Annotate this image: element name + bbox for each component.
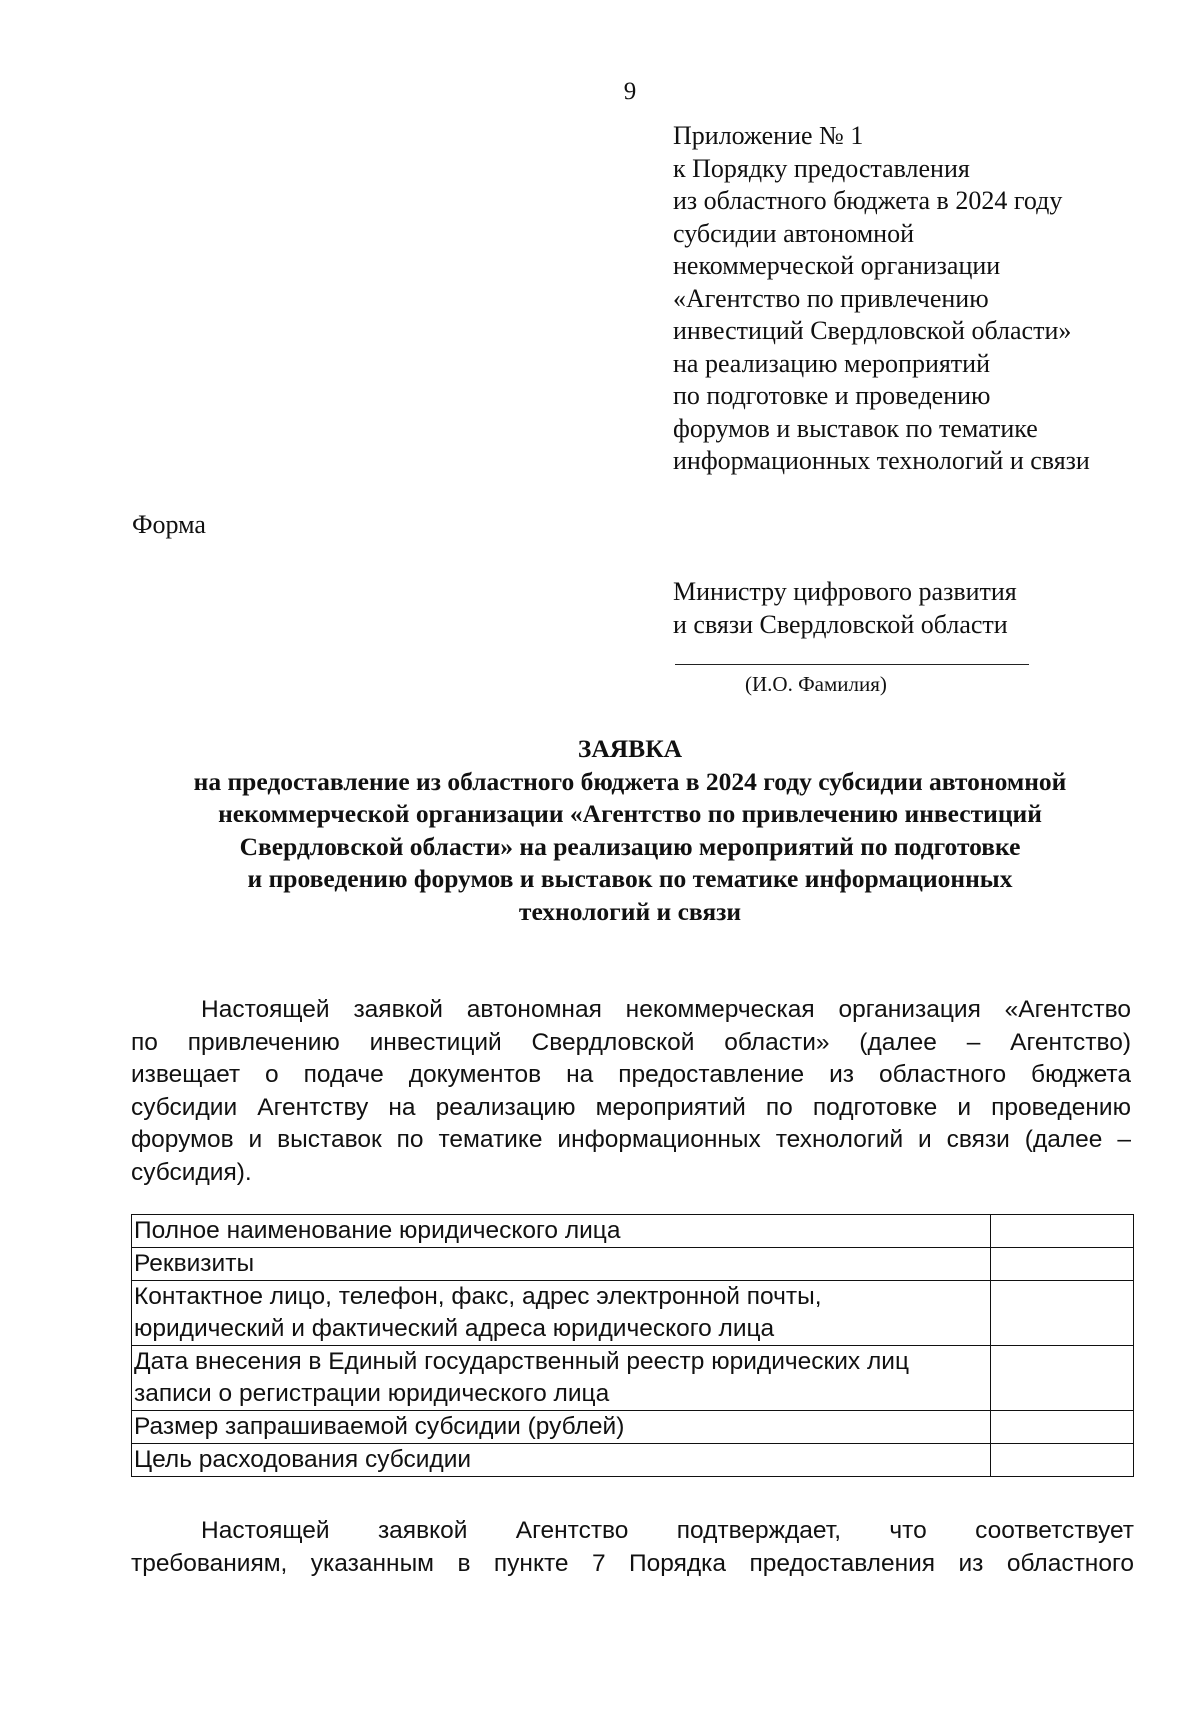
application-table: [131, 1214, 1134, 1477]
table-row: [132, 1248, 1134, 1281]
table-row: [132, 1281, 1134, 1346]
outro-line: Настоящей заявкой Агентство подтверждает, что соответствует: [201, 1517, 1134, 1544]
appendix-line: на реализацию мероприятий: [673, 348, 991, 378]
table-label-cell: [132, 1444, 991, 1477]
appendix-line: Приложение № 1: [673, 121, 864, 150]
appendix-line: «Агентство по привлечению: [673, 283, 989, 313]
table-label-cell: [132, 1411, 991, 1444]
page-number: 9: [623, 78, 637, 105]
appendix-line: информационных технологий и связи: [673, 446, 1090, 475]
addressee-line: и связи Свердловской области: [673, 610, 1008, 639]
signature-caption: (И.О. Фамилия): [745, 672, 887, 696]
title-heading: ЗАЯВКА: [577, 734, 683, 763]
title-line: и проведению форумов и выставок по тематике информационных: [247, 864, 1013, 893]
cell-text: Размер запрашиваемой субсидии (рублей): [134, 1413, 625, 1440]
table-value-cell: [991, 1281, 1134, 1346]
intro-line: субсидия).: [131, 1158, 252, 1186]
cell-text: записи о регистрации юридического лица: [134, 1380, 610, 1407]
table-value-cell: [991, 1411, 1134, 1444]
cell-text: Контактное лицо, телефон, факс, адрес электронной почты,: [134, 1283, 822, 1310]
table-row: [132, 1346, 1134, 1411]
table-label-cell: [132, 1281, 991, 1346]
title-line: технологий и связи: [518, 896, 742, 926]
table-value-cell: [991, 1444, 1134, 1477]
cell-text: юридический и фактический адреса юридического лица: [134, 1315, 775, 1342]
intro-line: субсидии Агентству на реализацию мероприятий по подготовке и проведению: [131, 1093, 1131, 1121]
intro-paragraph: [131, 994, 1131, 1189]
appendix-line: к Порядку предоставления: [673, 153, 970, 183]
table-row: [132, 1215, 1134, 1248]
appendix-line: субсидии автономной: [673, 218, 914, 248]
table-label-cell: [132, 1248, 991, 1281]
table-row: [132, 1444, 1134, 1477]
appendix-line: форумов и выставок по тематике: [673, 413, 1038, 443]
intro-line: по привлечению инвестиций Свердловской области» (далее – Агентство): [131, 1028, 1131, 1056]
signature-line: [675, 664, 1029, 665]
appendix-line: некоммерческой организации: [673, 251, 1001, 280]
intro-line: форумов и выставок по тематике информационных технологий и связи (далее –: [131, 1126, 1131, 1153]
table-value-cell: [991, 1346, 1134, 1411]
intro-line: Настоящей заявкой автономная некоммерческая организация «Агентство: [201, 996, 1131, 1023]
table-value-cell: [991, 1215, 1134, 1248]
cell-text: Полное наименование юридического лица: [134, 1217, 621, 1244]
outro-line: требованиям, указанным в пункте 7 Порядка предоставления из областного: [131, 1549, 1134, 1577]
table-label-cell: [132, 1215, 991, 1248]
table-row: [132, 1411, 1134, 1444]
cell-text: Цель расходования субсидии: [134, 1446, 472, 1473]
title-line: на предоставление из областного бюджета в 2024 году субсидии автономной: [193, 766, 1067, 796]
title-line: некоммерческой организации «Агентство по привлечению инвестиций: [218, 799, 1042, 828]
appendix-line: по подготовке и проведению: [673, 381, 991, 410]
cell-text: Реквизиты: [134, 1250, 255, 1277]
addressee-line: Министру цифрового развития: [673, 577, 1017, 606]
document-title: [120, 733, 1140, 928]
cell-text: Дата внесения в Единый государственный реестр юридических лиц: [134, 1348, 909, 1375]
title-line: Свердловской области» на реализацию мероприятий по подготовке: [239, 831, 1021, 861]
table-value-cell: [991, 1248, 1134, 1281]
form-label: Форма: [132, 510, 206, 539]
appendix-header: [673, 120, 1173, 478]
confirmation-paragraph: [131, 1515, 1134, 1580]
appendix-line: инвестиций Свердловской области»: [673, 316, 1072, 345]
table-label-cell: [132, 1346, 991, 1411]
intro-line: извещает о подаче документов на предоставление из областного бюджета: [131, 1061, 1131, 1088]
appendix-line: из областного бюджета в 2024 году: [673, 186, 1063, 215]
addressee-block: [673, 575, 1153, 641]
